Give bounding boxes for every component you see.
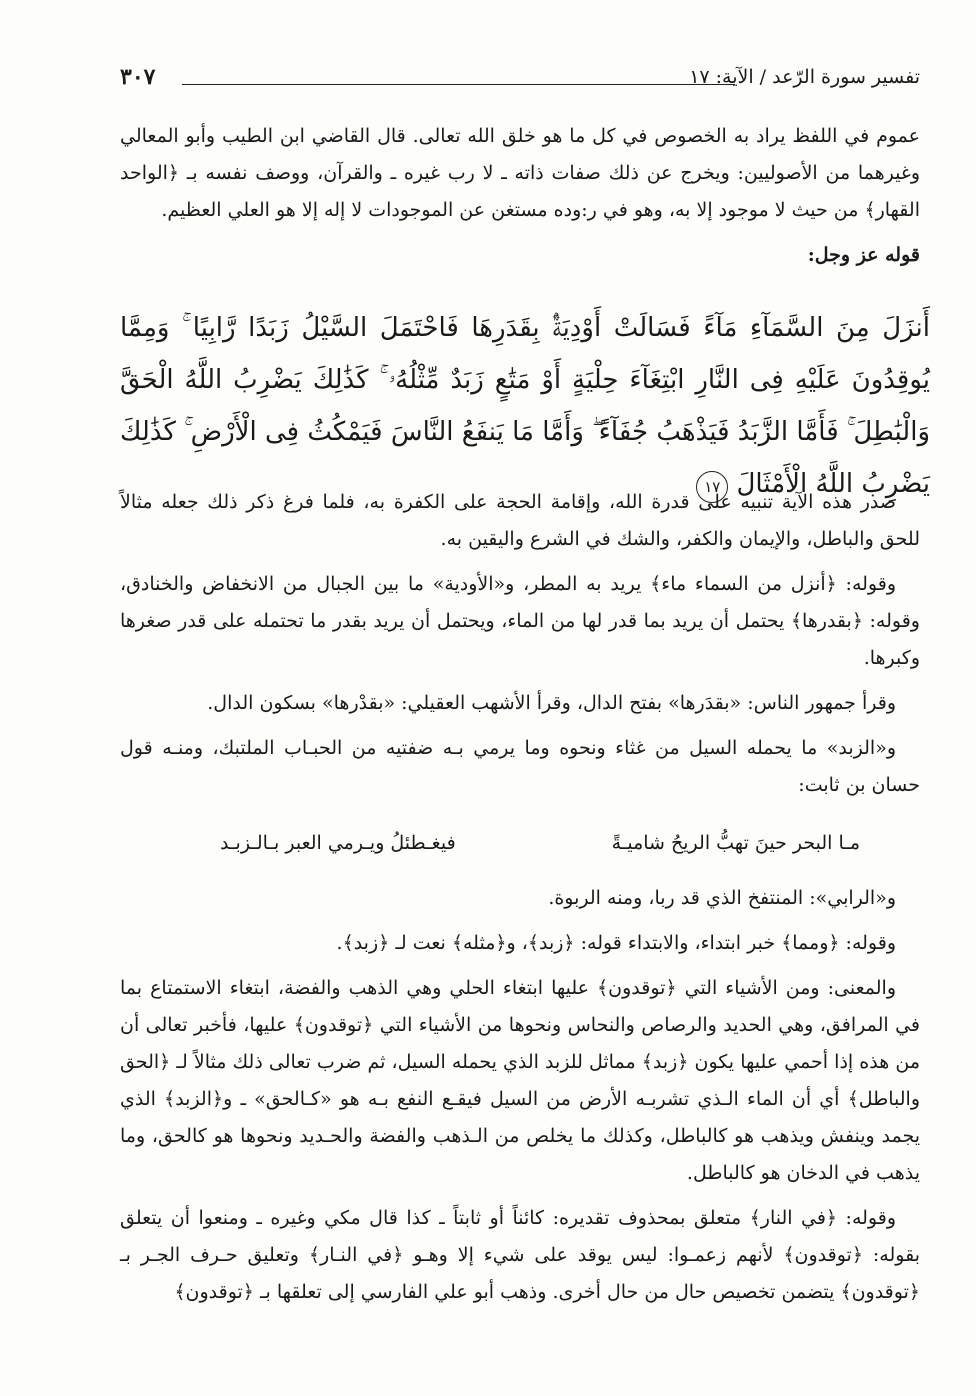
ayah-number-badge: ١٧: [696, 471, 728, 503]
commentary-paragraph: صدر هذه الآية تنبيه على قدرة الله، وإقامة الحجة على الكفرة به، فلما فرغ ذكر ذلك جعله مثالاً للحق والباطل، والإيمان والكفر، والشك في الشرع واليقين به.: [120, 491, 920, 550]
poem-hemistich-first: مـا البحر حينَ تهبُّ الريحُ شاميـةً: [611, 832, 860, 854]
page-header: [120, 62, 920, 102]
verse-lead: قوله عز وجل:: [807, 244, 920, 266]
commentary-block: [120, 484, 920, 812]
running-title: تفسير سورة الرّعد / الآية: ١٧: [689, 66, 920, 88]
commentary-paragraph: و«الزبد» ما يحمله السيل من غثاء ونحوه وما يرمي بـه ضفتيه من الحبـاب الملتبك، ومنـه قول حسان بن ثابت:: [120, 737, 920, 796]
quran-verse-text: أَنزَلَ مِنَ السَّمَآءِ مَآءً فَسَالَتْ أَوْدِيَةٌۢ بِقَدَرِهَا فَاحْتَمَلَ السَّيْلُ زَبَدًا رَّابِيًا ۚ وَمِمَّا يُوقِدُونَ عَلَيْهِ فِى النَّارِ ابْتِغَآءَ حِلْيَةٍ أَوْ مَتَٰعٍ زَبَدٌ مِّثْلُهُۥ ۚ كَذَٰلِكَ يَضْرِبُ اللَّهُ الْحَقَّ وَالْبَٰطِلَ ۚ فَأَمَّا الزَّبَدُ فَيَذْهَبُ جُفَآءً ۖ وَأَمَّا مَا يَنفَعُ النَّاسَ فَيَمْكُثُ فِى الْأَرْضِ ۚ كَذَٰلِكَ يَضْرِبُ اللَّهُ الْأَمْثَالَ: [120, 313, 930, 499]
commentary-paragraph: والمعنى: ومن الأشياء التي ﴿توقدون﴾ عليها ابتغاء الحلي وهي الذهب والفضة، ابتغاء الاستمتاع بما في المرافق، وهي الحديد والرصاص والنحاس ونحوها من الأشياء التي ﴿توقدون﴾ عليها، فأخبر تعالى أن من هذه إذا أحمي عليها يكون ﴿زبد﴾ مماثل للزبد الذي يحمله السيل، ثم ضرب تعالى ذلك مثالاً لـ ﴿الحق والباطل﴾ أي أن الماء الـذي تشربـه الأرض من السيل فيقـع النفع بـه هو «كـالحق» ـ و﴿الزبد﴾ الذي يجمد وينفش ويذهب هو كالباطل، وكذلك ما يخلص من الـذهب والفضة والحـديد ونحوها هو كالحق، وما يذهب في الدخان هو كالباطل.: [120, 977, 921, 1184]
commentary-paragraph: وقوله: ﴿في النار﴾ متعلق بمحذوف تقديره: كائناً أو ثابتاً ـ كذا قال مكي وغيره ـ ومنعوا أن يتعلق بقوله: ﴿توقدون﴾ لأنهم زعمـوا: ليس يوقد على شيء إلا وهـو ﴿في النـار﴾ وتعليق حـرف الجـر بـ ﴿توقدون﴾ يتضمن تخصيص حال من حال أخرى. وذهب أبو علي الفارسي إلى تعلقها بـ ﴿توقدون﴾: [120, 1207, 920, 1303]
quran-verse: [120, 302, 930, 510]
page-number: ٣٠٧: [120, 64, 156, 90]
commentary-paragraph: و«الرابي»: المنتفخ الذي قد ربا، ومنه الربوة.: [548, 887, 896, 909]
commentary-block-2: [120, 880, 920, 1319]
commentary-paragraph: وقوله: ﴿ومما﴾ خبر ابتداء، والابتداء قوله: ﴿زبد﴾، و﴿مثله﴾ نعت لـ ﴿زبد﴾.: [336, 932, 896, 954]
intro-block: [120, 118, 920, 282]
header-rule: [182, 84, 735, 85]
poem-verse: [220, 832, 860, 868]
commentary-paragraph: وقرأ جمهور الناس: «بقدَرها» بفتح الدال، وقرأ الأشهب العقيلي: «بقدْرها» بسكون الدال.: [207, 692, 896, 714]
intro-paragraph: عموم في اللفظ يراد به الخصوص في كل ما هو خلق الله تعالى. قال القاضي ابن الطيب وأبو المعالي وغيرهما من الأصوليين: ويخرج عن ذلك صفات ذاته ـ لا رب غيره ـ والقرآن، ووصف نفسه بـ ﴿الواحد القهار﴾ من حيث لا موجود إلا به، وهو في ر:وده مستغن عن الموجودات لا إله إلا هو العلي العظيم.: [120, 125, 920, 221]
commentary-paragraph: وقوله: ﴿أنزل من السماء ماء﴾ يريد به المطر، و«الأودية» ما بين الجبال من الانخفاض والخنادق، وقوله: ﴿بقدرها﴾ يحتمل أن يريد بما قدر لها من الماء، ويحتمل أن يريد بقدر ما تحتمله على قدر صغرها وكبرها.: [120, 573, 920, 669]
poem-hemistich-second: فيغـطئلُ ويـرمي العبر بـالـزبـد: [220, 832, 456, 854]
